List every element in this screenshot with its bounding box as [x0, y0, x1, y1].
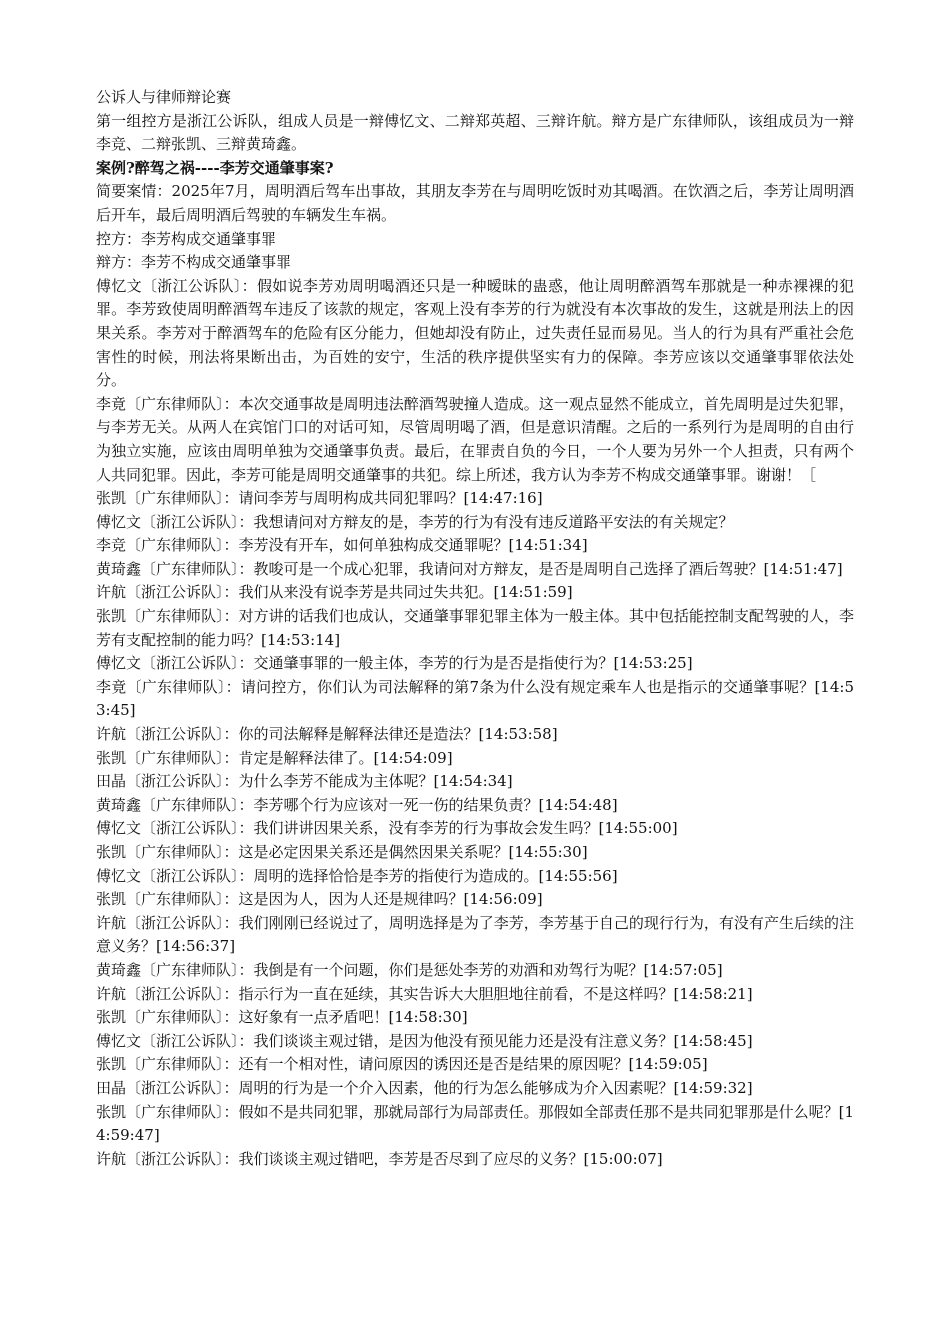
dialogue-line: 许航〔浙江公诉队〕：我们刚刚已经说过了，周明选择是为了李芳，李芳基于自己的现行行为，有没有产生后续的注意义务？[14:56:37] [96, 913, 854, 956]
dialogue-line: 许航〔浙江公诉队〕：我们谈谈主观过错吧，李芳是否尽到了应尽的义务？[15:00:07] [96, 1149, 663, 1168]
dialogue-line: 李竞〔广东律师队〕：李芳没有开车，如何单独构成交通罪呢？[14:51:34] [96, 536, 588, 555]
dialogue-line: 张凯〔广东律师队〕：这是因为人，因为人还是规律吗？[14:56:09] [96, 890, 543, 909]
dialogue-line: 傅忆文〔浙江公诉队〕：交通肇事罪的一般主体，李芳的行为是否是指使行为？[14:53:25] [96, 654, 693, 673]
dialogue-line: 田晶〔浙江公诉队〕：为什么李芳不能成为主体呢？[14:54:34] [96, 772, 513, 791]
dialogue-line: 田晶〔浙江公诉队〕：周明的行为是一个介入因素，他的行为怎么能够成为介入因素呢？[14:59:32] [96, 1078, 753, 1097]
dialogue-line: 黄琦鑫〔广东律师队〕：我倒是有一个问题，你们是惩处李芳的劝酒和劝驾行为呢？[14:57:05] [96, 960, 723, 979]
dialogue-line: 张凯〔广东律师队〕：这是必定因果关系还是偶然因果关系呢？[14:55:30] [96, 843, 588, 861]
dialogue-line: 傅忆文〔浙江公诉队〕：假如说李芳劝周明喝酒还只是一种暧昧的蛊惑，他让周明醉酒驾车那就是一种赤裸裸的犯罪。李芳致使周明醉酒驾车违反了该款的规定，客观上没有李芳的行为就没有本次事故的发生，这就是刑法上的因果关系。李芳对于醉酒驾车的危险有区分能力，但她却没有防止，过失责任显而易见。当人的行为具有严重社会危害性的时候，刑法将果断出击，为百姓的安宁，生活的秩序提供坚实有力的保障。李芳应该以交通肇事罪依法处分。 [96, 276, 854, 390]
case-summary: 简要案情：2025年7月，周明酒后驾车出事故，其朋友李芳在与周明吃饭时劝其喝酒。在饮酒之后，李芳让周明酒后开车，最后周明酒后驾驶的车辆发生车祸。 [96, 182, 854, 224]
dialogue-line: 张凯〔广东律师队〕：肯定是解释法律了。[14:54:09] [96, 748, 453, 767]
dialogue-line: 张凯〔广东律师队〕：还有一个相对性，请问原因的诱因还是否是结果的原因呢？[14:59:05] [96, 1055, 708, 1074]
document-heading: 公诉人与律师辩论赛 [96, 88, 232, 106]
dialogue-line: 许航〔浙江公诉队〕：指示行为一直在延续，其实告诉大大胆胆地往前看，不是这样吗？[14:58:21] [96, 984, 753, 1003]
team-intro: 第一组控方是浙江公诉队，组成人员是一辩傅忆文、二辩郑英超、三辩许航。辩方是广东律师队，该组成员为一辩李竞、二辩张凯、三辩黄琦鑫。 [96, 111, 854, 154]
dialogue-line: 傅忆文〔浙江公诉队〕：周明的选择恰恰是李芳的指使行为造成的。[14:55:56] [96, 866, 618, 885]
dialogue-line: 张凯〔广东律师队〕：假如不是共同犯罪，那就局部行为局部责任。那假如全部责任那不是共同犯罪那是什么呢？[14:59:47] [96, 1102, 854, 1145]
dialogue-line: 傅忆文〔浙江公诉队〕：我想请问对方辩友的是，李芳的行为有没有违反道路平安法的有关规定？ [96, 512, 734, 531]
case-title: 案例?醉驾之祸----李芳交通肇事案? [96, 158, 334, 177]
dialogue-line: 黄琦鑫〔广东律师队〕：教唆可是一个成心犯罪，我请问对方辩友，是否是周明自己选择了酒后驾驶？[14:51:47] [96, 559, 843, 578]
dialogue-line: 李竟〔广东律师队〕：请问控方，你们认为司法解释的第7条为什么没有规定乘车人也是指示的交通肇事呢？[14:53:45] [96, 677, 854, 720]
defense-position: 辩方：李芳不构成交通肇事罪 [96, 253, 292, 272]
dialogue-line: 黄琦鑫〔广东律师队〕：李芳哪个行为应该对一死一伤的结果负责？[14:54:48] [96, 795, 618, 814]
dialogue-line: 许航〔浙江公诉队〕：你的司法解释是解释法律还是造法？[14:53:58] [96, 725, 558, 744]
dialogue-line: 许航〔浙江公诉队〕：我们从来没有说李芳是共同过失共犯。[14:51:59] [96, 583, 573, 602]
dialogue-line: 张凯〔广东律师队〕：对方讲的话我们也成认，交通肇事罪犯罪主体为一般主体。其中包括能控制支配驾驶的人，李芳有支配控制的能力吗？[14:53:14] [96, 607, 854, 649]
dialogue-line: 张凯〔广东律师队〕：请问李芳与周明构成共同犯罪吗？[14:47:16] [96, 489, 543, 508]
dialogue-line: 傅忆文〔浙江公诉队〕：我们谈谈主观过错，是因为他没有预见能力还是没有注意义务？[14:58:45] [96, 1031, 753, 1050]
dialogue-line: 张凯〔广东律师队〕：这好象有一点矛盾吧！[14:58:30] [96, 1008, 468, 1027]
dialogue-line: 傅忆文〔浙江公诉队〕：我们讲讲因果关系，没有李芳的行为事故会发生吗？[14:55:00] [96, 819, 678, 838]
debate-transcript [96, 275, 854, 1172]
prosecution-position: 控方：李芳构成交通肇事罪 [96, 229, 277, 248]
dialogue-line: 李竟〔广东律师队〕：本次交通事故是周明违法醉酒驾驶撞人造成。这一观点显然不能成立，首先周明是过失犯罪，与李芳无关。从两人在宾馆门口的对话可知，尽管周明喝了酒，但是意识清醒。之后的一系列行为是周明的自由行为独立实施，应该由周明单独为交通肇事负责。最后，在罪责自负的今日，一个人要为另外一个人担责，只有两个人共同犯罪。因此，李芳可能是周明交通肇事的共犯。综上所述，我方认为李芳不构成交通肇事罪。谢谢！［ [96, 394, 854, 484]
